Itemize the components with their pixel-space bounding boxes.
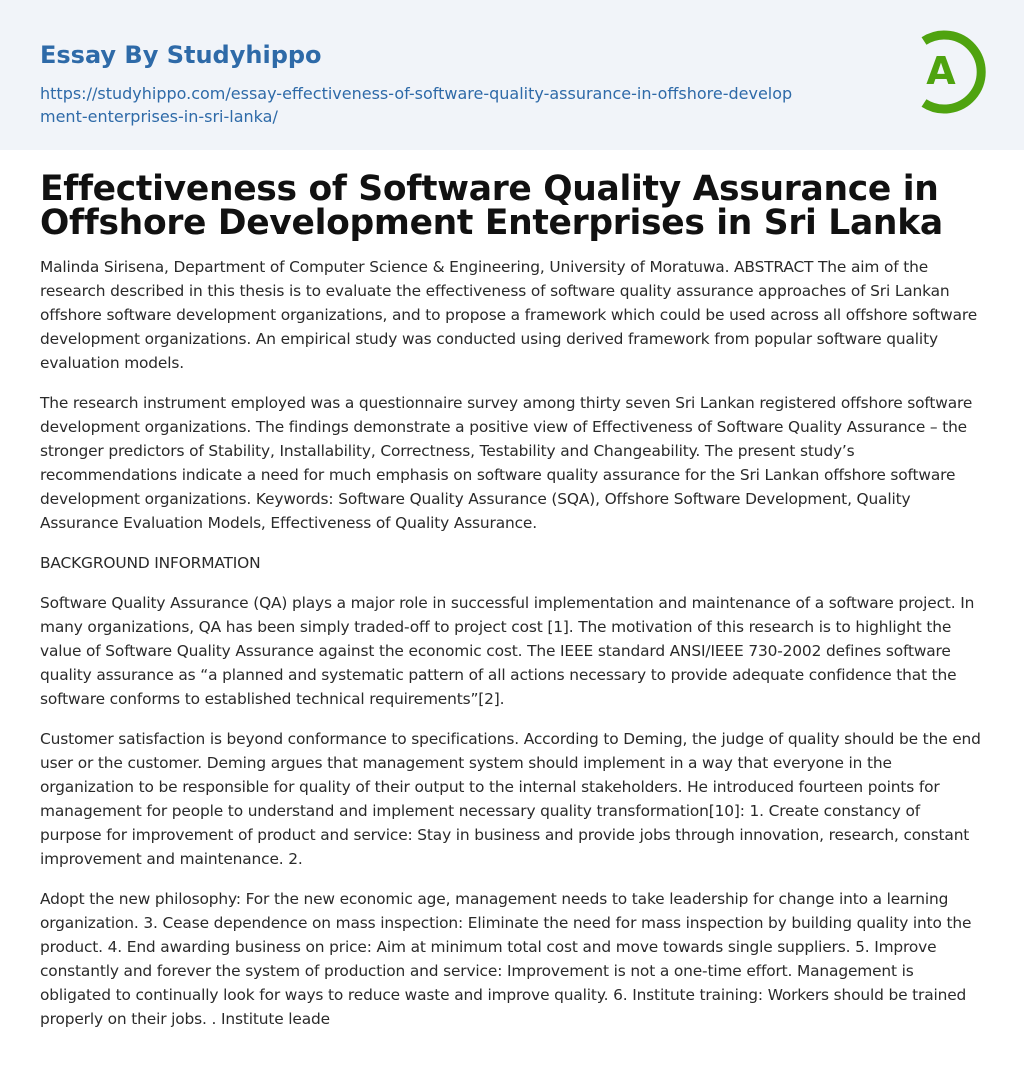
section-heading: BACKGROUND INFORMATION <box>40 554 261 572</box>
article-paragraph: Software Quality Assurance (QA) plays a major role in successful implementation and maintenance of a software project. In many organizations, QA has been simply traded-off to project cost [1]. The motivation of this research is to highlight the value of Software Quality Assurance against the economic cost. The IEEE standard ANSI/IEEE 730-2002 defines software quality assurance as “a planned and systematic pattern of all actions necessary to provide adequate confidence that the software conforms to established technical requirements”[2]. <box>40 594 975 708</box>
article-paragraph: Customer satisfaction is beyond conformance to specifications. According to Deming, the judge of quality should be the end user or the customer. Deming argues that management system should implement in a way that everyone in the organization to be responsible for quality of their output to the internal stakeholders. He introduced fourteen points for management for people to understand and implement necessary quality transformation[10]: 1. Create constancy of purpose for improvement of product and service: Stay in business and provide jobs through innovation, research, constant improvement and maintenance. 2. <box>40 730 981 868</box>
logo-letter: A <box>926 49 956 93</box>
source-url-link[interactable]: https://studyhippo.com/essay-effectiveness-of-software-quality-assurance-in-offshore-development-enterprises-in-sri-lanka/ <box>40 84 793 126</box>
article <box>0 169 1024 1031</box>
article-paragraph: Malinda Sirisena, Department of Computer Science & Engineering, University of Moratuwa. ABSTRACT The aim of the research described in this thesis is to evaluate the effectiveness of software quality assurance approaches of Sri Lankan offshore software development organizations, and to propose a framework which could be used across all offshore software development organizations. An empirical study was conducted using derived framework from popular software quality evaluation models. <box>40 258 978 372</box>
article-paragraph: Adopt the new philosophy: For the new economic age, management needs to take leadership for change into a learning organization. 3. Cease dependence on mass inspection: Eliminate the need for mass inspection by building quality into the product. 4. End awarding business on price: Aim at minimum total cost and move towards single suppliers. 5. Improve constantly and forever the system of production and service: Improvement is not a one-time effort. Management is obligated to continually look for ways to reduce waste and improve quality. 6. Institute training: Workers should be trained properly on their jobs. . Institute leade <box>40 890 972 1028</box>
studyhippo-logo-icon[interactable] <box>908 27 990 117</box>
site-brand[interactable]: Essay By Studyhippo <box>40 41 322 69</box>
article-paragraph: The research instrument employed was a questionnaire survey among thirty seven Sri Lankan registered offshore software development organizations. The findings demonstrate a positive view of Effectiveness of Software Quality Assurance – the stronger predictors of Stability, Installability, Correctness, Testability and Changeability. The present study’s recommendations indicate a need for much emphasis on software quality assurance for the Sri Lankan offshore software development organizations. Keywords: Software Quality Assurance (SQA), Offshore Software Development, Quality Assurance Evaluation Models, Effectiveness of Quality Assurance. <box>40 394 973 532</box>
article-title: Effectiveness of Software Quality Assurance in Offshore Development Enterprises in Sri Lanka <box>40 169 943 243</box>
site-header <box>0 0 1024 150</box>
